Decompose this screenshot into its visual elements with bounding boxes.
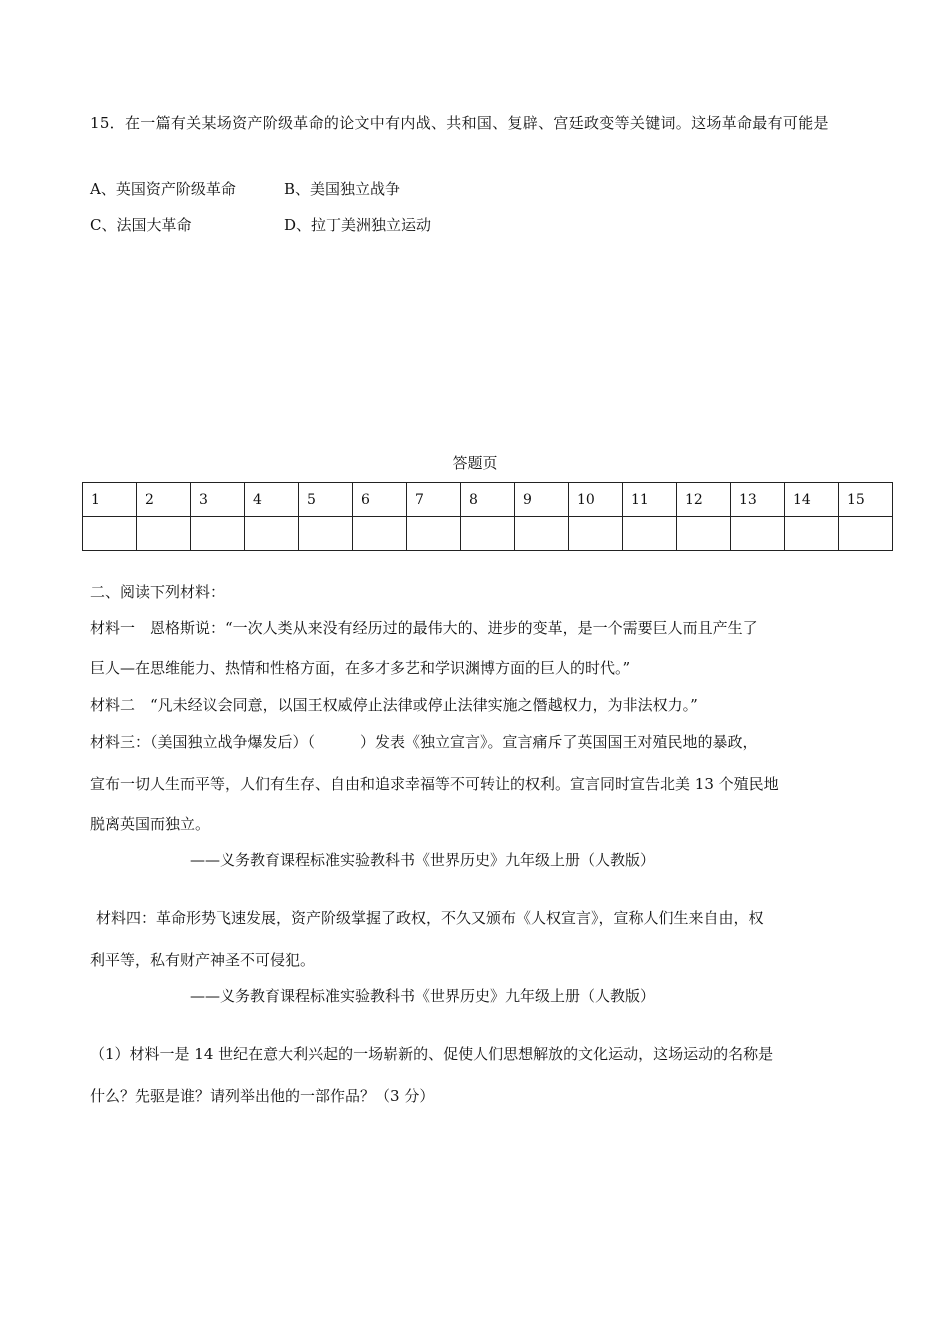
answer-cell[interactable] <box>785 517 839 551</box>
answer-cell[interactable] <box>677 517 731 551</box>
answer-cell[interactable] <box>353 517 407 551</box>
material-3-line-1: 材料三：（美国独立战争爆发后）（ ）发表《独立宣言》。宣言痛斥了英国国王对殖民地的暴政， <box>90 733 758 751</box>
answer-number: 1 <box>83 483 137 517</box>
answer-table <box>82 482 893 551</box>
option-b: B、美国独立战争 <box>284 180 401 198</box>
answer-number: 5 <box>299 483 353 517</box>
answer-number: 3 <box>191 483 245 517</box>
material-4-source: ——义务教育课程标准实验教科书《世界历史》九年级上册（人教版） <box>190 987 656 1005</box>
answer-sheet-title: 答题页 <box>452 454 498 472</box>
material-3-source: ——义务教育课程标准实验教科书《世界历史》九年级上册（人教版） <box>190 851 656 869</box>
answer-cell[interactable] <box>407 517 461 551</box>
answer-number: 2 <box>137 483 191 517</box>
answer-cell[interactable] <box>137 517 191 551</box>
answer-cell[interactable] <box>839 517 893 551</box>
answer-cell[interactable] <box>623 517 677 551</box>
answer-blank-row <box>83 517 893 551</box>
question-1-line-1: （1）材料一是 14 世纪在意大利兴起的一场崭新的、促使人们思想解放的文化运动，这场运动的名称是 <box>90 1045 774 1063</box>
answer-number: 13 <box>731 483 785 517</box>
material-4-line-1: 材料四：革命形势飞速发展，资产阶级掌握了政权，不久又颁布《人权宣言》，宣称人们生来自由，权 <box>96 909 764 927</box>
option-c: C、法国大革命 <box>90 216 192 234</box>
material-3-line-2: 宣布一切人生而平等，人们有生存、自由和追求幸福等不可转让的权利。宣言同时宣告北美 13 个殖民地 <box>90 775 779 793</box>
material-2: 材料二 “凡未经议会同意，以国王权威停止法律或停止法律实施之僭越权力，为非法权力。” <box>90 696 698 714</box>
answer-cell[interactable] <box>515 517 569 551</box>
material-3-line-3: 脱离英国而独立。 <box>90 815 211 833</box>
answer-number: 4 <box>245 483 299 517</box>
answer-number: 6 <box>353 483 407 517</box>
answer-number: 11 <box>623 483 677 517</box>
material-1-line-1: 材料一 恩格斯说：“一次人类从来没有经历过的最伟大的、进步的变革，是一个需要巨人而且产生了 <box>90 619 758 637</box>
material-4-line-2: 利平等，私有财产神圣不可侵犯。 <box>90 951 316 969</box>
answer-number: 9 <box>515 483 569 517</box>
answer-number: 14 <box>785 483 839 517</box>
answer-cell[interactable] <box>245 517 299 551</box>
answer-cell[interactable] <box>731 517 785 551</box>
answer-cell[interactable] <box>569 517 623 551</box>
answer-cell[interactable] <box>299 517 353 551</box>
answer-number: 10 <box>569 483 623 517</box>
material-1-line-2: 巨人—在思维能力、热情和性格方面，在多才多艺和学识渊博方面的巨人的时代。” <box>90 659 631 677</box>
question-15-stem: 15．在一篇有关某场资产阶级革命的论文中有内战、共和国、复辟、宫廷政变等关键词。这场革命最有可能是 <box>90 114 829 132</box>
answer-number: 15 <box>839 483 893 517</box>
section-2-heading: 二、阅读下列材料： <box>90 583 226 601</box>
option-d: D、拉丁美洲独立运动 <box>284 216 432 234</box>
answer-cell[interactable] <box>83 517 137 551</box>
answer-number: 7 <box>407 483 461 517</box>
answer-cell[interactable] <box>191 517 245 551</box>
answer-number: 8 <box>461 483 515 517</box>
answer-number-row <box>83 483 893 517</box>
answer-cell[interactable] <box>461 517 515 551</box>
question-1-line-2: 什么？先驱是谁？请列举出他的一部作品？（3 分） <box>90 1087 435 1105</box>
option-a: A、英国资产阶级革命 <box>90 180 236 198</box>
answer-number: 12 <box>677 483 731 517</box>
